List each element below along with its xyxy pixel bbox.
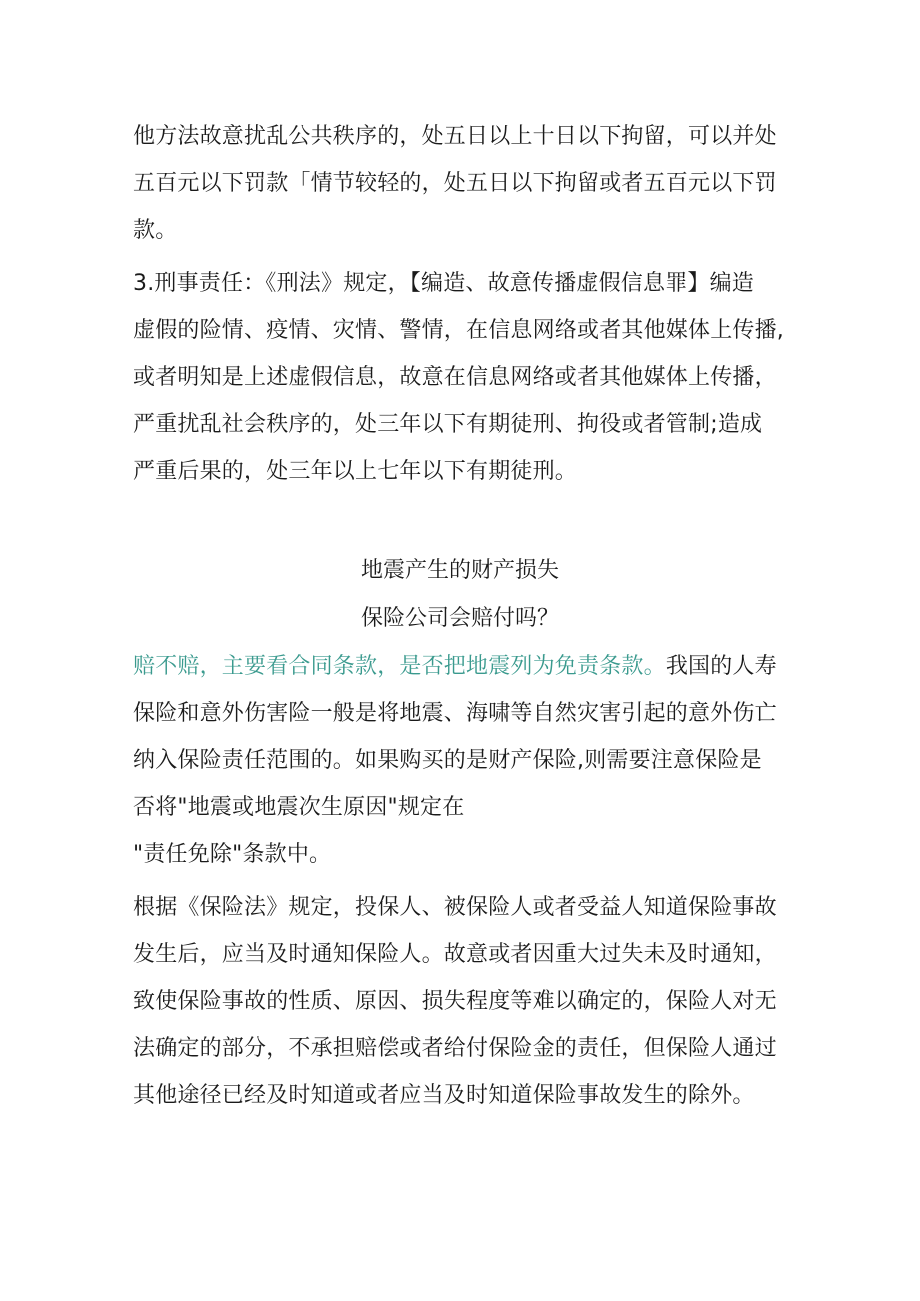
section-heading-line-1: 地震产生的财产损失 (360, 558, 559, 583)
text-line: 根据《保险法》规定，投保人、被保险人或者受益人知道保险事故 (133, 895, 777, 920)
text-line: 致使保险事故的性质、原因、损失程度等难以确定的，保险人对无 (133, 989, 777, 1014)
text-line: "责任免除"条款中。 (133, 842, 332, 867)
text-line: 法确定的部分，不承担赔偿或者给付保险金的责任，但保险人通过 (133, 1036, 777, 1061)
paragraph-earthquake-insurance (133, 643, 798, 878)
text-line: 严重后果的，处三年以上七年以下有期徒刑。 (133, 459, 578, 484)
text-line: 其他途径已经及时知道或者应当及时知道保险事故发生的除外。 (133, 1083, 755, 1108)
text-line: 款。 (133, 218, 178, 243)
paragraph-public-order-penalty (133, 113, 798, 254)
text-line: 3.刑事责任：《刑法》规定，【编造、故意传播虚假信息罪】编造 (133, 271, 754, 296)
text-line: 保险和意外伤害险一般是将地震、海啸等自然灾害引起的意外伤亡 (133, 701, 777, 726)
text-line: 严重扰乱社会秩序的，处三年以下有期徒刑、拘役或者管制;造成 (133, 412, 763, 437)
text-line: 或者明知是上述虚假信息，故意在信息网络或者其他媒体上传播， (133, 365, 777, 390)
section-heading-line-2: 保险公司会赔付吗？ (360, 606, 559, 631)
text-line: 他方法故意扰乱公共秩序的，处五日以上十日以下拘留，可以并处 (133, 124, 777, 149)
text-segment: 我国的人寿 (665, 654, 777, 679)
text-line: 否将"地震或地震次生原因"规定在 (133, 795, 465, 820)
text-line: 虚假的险情、疫情、灾情、警情，在信息网络或者其他媒体上传播, (133, 318, 784, 343)
paragraph-insurance-law (133, 884, 798, 1119)
text-line: 五百元以下罚款「情节较轻的，处五日以下拘留或者五百元以下罚 (133, 171, 777, 196)
text-line: 纳入保险责任范围的。如果购买的是财产保险,则需要注意保险是 (133, 748, 762, 773)
text-line (133, 643, 798, 690)
text-line: 发生后，应当及时通知保险人。故意或者因重大过失未及时通知， (133, 942, 777, 967)
highlighted-answer: 赔不赔，主要看合同条款，是否把地震列为免责条款。 (133, 654, 666, 679)
paragraph-criminal-liability (133, 260, 798, 495)
